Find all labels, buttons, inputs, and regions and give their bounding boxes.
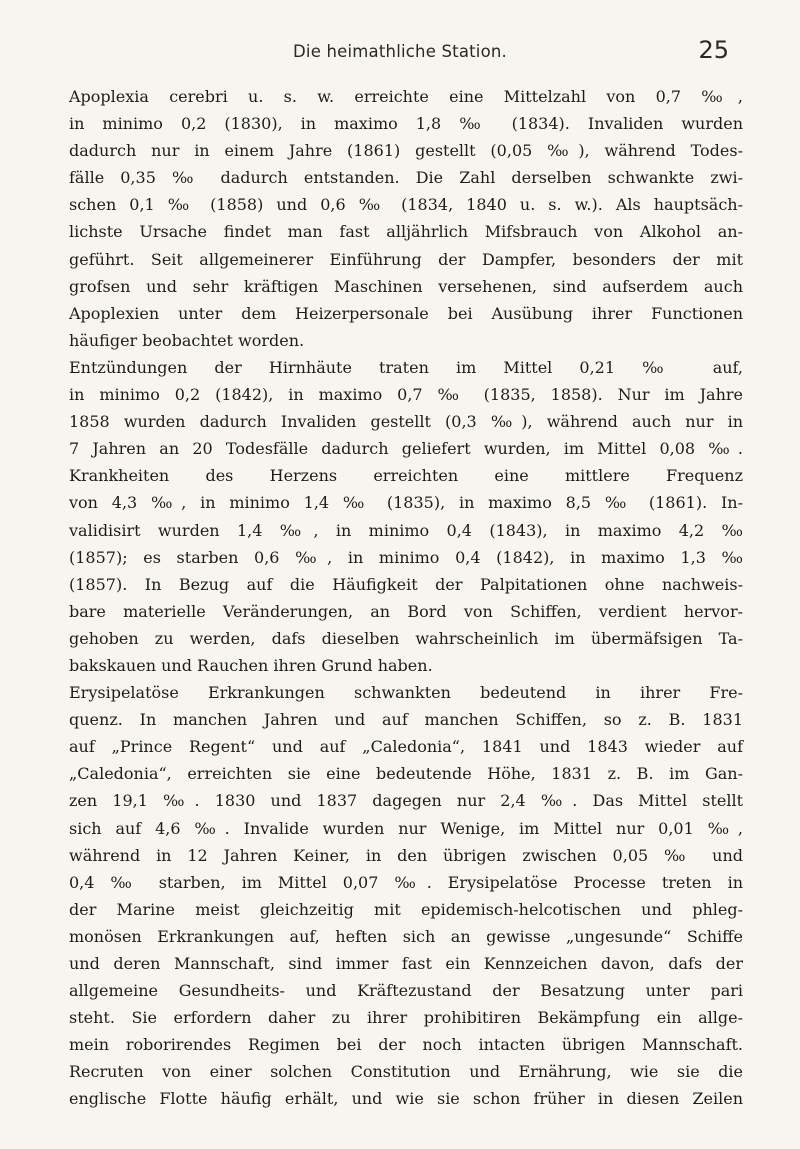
- text-line: dadurch nur in einem Jahre (1861) gestellt (0,05 ‰), während Todes-: [69, 141, 743, 161]
- body-text: [69, 83, 743, 1113]
- text-line: zen 19,1 ‰. 1830 und 1837 dagegen nur 2,4 ‰. Das Mittel stellt: [69, 791, 743, 811]
- text-line: „Caledonia“, erreichten sie eine bedeutende Höhe, 1831 z. B. im Gan-: [69, 764, 743, 784]
- text-line: (1857); es starben 0,6 ‰, in minimo 0,4 (1842), in maximo 1,3 ‰: [69, 547, 743, 567]
- text-line: und deren Mannschaft, sind immer fast ein Kennzeichen davon, dafs der: [69, 954, 743, 973]
- text-line: in minimo 0,2 (1842), in maximo 0,7 ‰ (1835, 1858). Nur im Jahre: [69, 385, 743, 405]
- text-line: 0,4 ‰ starben, im Mittel 0,07 ‰. Erysipelatöse Processe treten in: [69, 872, 743, 892]
- text-line: allgemeine Gesundheits- und Kräftezustand der Besatzung unter pari: [69, 981, 743, 1001]
- text-line: während in 12 Jahren Keiner, in den übrigen zwischen 0,05 ‰ und: [69, 845, 743, 865]
- text-line: lichste Ursache findet man fast alljährlich Mifsbrauch von Alkohol an-: [69, 222, 743, 242]
- text-line: 1858 wurden dadurch Invaliden gestellt (0,3 ‰), während auch nur in: [69, 412, 743, 432]
- text-line: häufiger beobachtet worden.: [69, 330, 305, 350]
- text-line: Krankheiten des Herzens erreichten eine mittlere Frequenz: [69, 466, 743, 486]
- text-line: Erysipelatöse Erkrankungen schwankten bedeutend in ihrer Fre-: [69, 683, 743, 703]
- text-line: Entzündungen der Hirnhäute traten im Mittel 0,21 ‰ auf,: [69, 357, 743, 377]
- text-line: Recruten von einer solchen Constitution und Ernährung, wie sie die: [69, 1062, 743, 1082]
- text-line: auf „Prince Regent“ und auf „Caledonia“, 1841 und 1843 wieder auf: [69, 737, 743, 757]
- text-line: Apoplexia cerebri u. s. w. erreichte eine Mittelzahl von 0,7 ‰,: [69, 87, 743, 106]
- text-line: in minimo 0,2 (1830), in maximo 1,8 ‰ (1834). Invaliden wurden: [69, 114, 743, 134]
- text-line: geführt. Seit allgemeinerer Einführung der Dampfer, besonders der mit: [69, 249, 743, 269]
- page-number: 25: [698, 36, 729, 64]
- running-title: Die heimathliche Station.: [293, 42, 507, 61]
- text-line: steht. Sie erfordern daher zu ihrer prohibitiren Bekämpfung ein allge-: [69, 1008, 743, 1028]
- text-line: quenz. In manchen Jahren und auf manchen Schiffen, so z. B. 1831: [69, 710, 743, 730]
- text-line: der Marine meist gleichzeitig mit epidemisch-helcotischen und phleg-: [69, 899, 743, 919]
- text-line: gehoben zu werden, dafs dieselben wahrscheinlich im übermäfsigen Ta-: [69, 628, 743, 648]
- text-line: bare materielle Veränderungen, an Bord von Schiffen, verdient hervor-: [69, 601, 743, 621]
- text-line: Apoplexien unter dem Heizerpersonale bei Ausübung ihrer Functionen: [69, 303, 743, 323]
- text-line: fälle 0,35 ‰ dadurch entstanden. Die Zahl derselben schwankte zwi-: [69, 168, 743, 188]
- text-line: grofsen und sehr kräftigen Maschinen versehenen, sind aufserdem auch: [69, 276, 743, 296]
- text-line: validisirt wurden 1,4 ‰, in minimo 0,4 (1843), in maximo 4,2 ‰: [69, 520, 743, 540]
- text-line: sich auf 4,6 ‰. Invalide wurden nur Wenige, im Mittel nur 0,01 ‰,: [69, 818, 743, 838]
- text-line: von 4,3 ‰, in minimo 1,4 ‰ (1835), in maximo 8,5 ‰ (1861). In-: [69, 493, 743, 513]
- text-line: 7 Jahren an 20 Todesfälle dadurch geliefert wurden, im Mittel 0,08 ‰.: [69, 439, 743, 459]
- text-line: englische Flotte häufig erhält, und wie sie schon früher in diesen Zeilen: [69, 1089, 743, 1109]
- text-line: monösen Erkrankungen auf, heften sich an gewisse „ungesunde“ Schiffe: [69, 926, 743, 946]
- text-line: (1857). In Bezug auf die Häufigkeit der Palpitationen ohne nachweis-: [69, 574, 743, 594]
- text-line: mein roborirendes Regimen bei der noch intacten übrigen Mannschaft.: [69, 1035, 743, 1055]
- page-header: [60, 36, 740, 76]
- text-line: bakskauen und Rauchen ihren Grund haben.: [69, 655, 433, 675]
- text-line: schen 0,1 ‰ (1858) und 0,6 ‰ (1834, 1840 u. s. w.). Als hauptsäch-: [69, 195, 743, 215]
